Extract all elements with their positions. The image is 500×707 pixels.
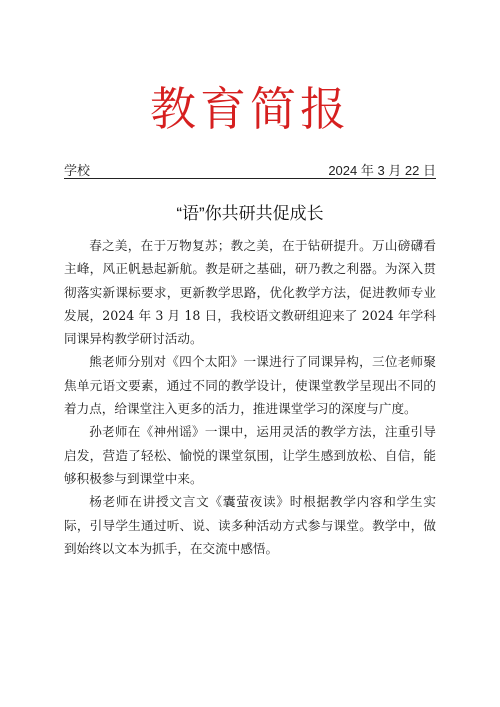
article-headline: “语”你共研共促成长: [176, 204, 324, 223]
issue-date: 2024 年 3 月 22 日: [328, 163, 436, 178]
article-body: [64, 234, 436, 560]
masthead-title: 教育简报: [150, 82, 350, 136]
school-label: 学校: [64, 163, 91, 178]
paragraph-3: 孙老师在《神州谣》一课中，运用灵活的教学方法，注重引导启发，营造了轻松、愉悦的课堂氛围，让学生感到放松、自信，能够积极参与到课堂中来。: [64, 424, 436, 486]
paragraph-4: 杨老师在讲授文言文《囊萤夜读》时根据教学内容和学生实际，引导学生通过听、说、读多种活动方式参与课堂。教学中，做到始终以文本为抓手，在交流中感悟。: [64, 494, 436, 556]
paragraph-2: 熊老师分别对《四个太阳》一课进行了同课异构，三位老师聚焦单元语文要素，通过不同的教学设计，使课堂教学呈现出不同的着力点，给课堂注入更多的活力，推进课堂学习的深度与广度。: [64, 354, 436, 417]
paragraph-1: 春之美，在于万物复苏；教之美，在于钻研提升。万山磅礴看主峰，风正帆悬起新航。教是研之基础，研乃教之利器。为深入贯彻落实新课标要求，更新教学思路，优化教学方法，促进教师专业发展，2024 年 3 月 18 日，我校语文教研组迎来了 2024 年学科同课异构教学研讨活动。: [64, 238, 436, 347]
dateline: [64, 160, 436, 179]
